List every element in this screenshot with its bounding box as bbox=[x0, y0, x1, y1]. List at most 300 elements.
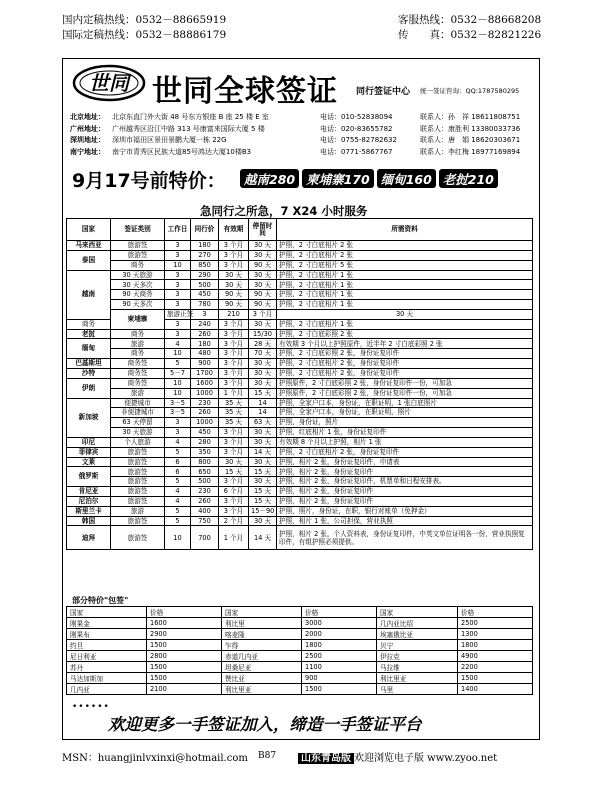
package-header-row bbox=[67, 607, 533, 618]
table-cell: 1 个月 bbox=[219, 388, 249, 398]
table-cell: 3 个月 bbox=[219, 447, 249, 457]
package-cell: 1600 bbox=[147, 618, 222, 629]
table-cell: 3 bbox=[165, 270, 191, 280]
table-cell: 3 个月 bbox=[219, 378, 249, 388]
table-cell: 护照，全家户口本，身份证，在职证明，照片 bbox=[277, 408, 533, 418]
branch-contact: 联系人：康胜利 13380033736 bbox=[420, 124, 521, 133]
column-header: 同行价 bbox=[191, 219, 219, 241]
brand-logo-icon bbox=[72, 64, 146, 102]
table-cell: 30 天 bbox=[249, 378, 277, 388]
fax-number: 传 真：0532－82821226 bbox=[398, 29, 542, 41]
table-cell: 63 天 bbox=[249, 418, 277, 428]
promo-title: 9月17号前特价： bbox=[72, 170, 226, 192]
table-cell: 3 个月 bbox=[219, 250, 249, 260]
package-cell: 利比里亚 bbox=[222, 684, 302, 695]
package-cell: 1800 bbox=[458, 640, 533, 651]
table-cell: 650 bbox=[191, 467, 219, 477]
table-cell: 3 bbox=[191, 309, 219, 319]
package-row bbox=[67, 684, 533, 695]
table-cell: 30 天 bbox=[219, 270, 249, 280]
table-cell: 290 bbox=[191, 270, 219, 280]
package-cell: 苏丹 bbox=[67, 662, 147, 673]
package-cell: 几内亚比绍 bbox=[377, 618, 458, 629]
table-cell: 6 bbox=[165, 467, 191, 477]
table-cell: 10 bbox=[165, 349, 191, 359]
table-cell: 有效期 3 个月以上护照原件，近半年 2 寸白底彩照 2 张 bbox=[277, 339, 533, 349]
table-cell: 800 bbox=[191, 457, 219, 467]
branch-contact: 联系人：李红梅 18977169894 bbox=[420, 147, 521, 156]
table-cell: 护照，2 寸白底相片 1 张 bbox=[277, 319, 533, 329]
package-cell: 尼日利亚 bbox=[67, 651, 147, 662]
table-cell: 90 天 bbox=[219, 300, 249, 310]
table-cell: 1000 bbox=[191, 388, 219, 398]
table-cell: 14 天 bbox=[249, 526, 277, 550]
table-cell: 400 bbox=[191, 506, 219, 516]
table-cell: 3 bbox=[165, 300, 191, 310]
table-row bbox=[67, 388, 533, 398]
table-cell: 30 天 bbox=[249, 359, 277, 369]
country-cell: 文莱 bbox=[67, 457, 111, 467]
table-cell: 4 bbox=[165, 496, 191, 506]
package-cell: 2500 bbox=[458, 618, 533, 629]
package-header: 价格 bbox=[302, 607, 377, 618]
table-cell: 90 天 bbox=[219, 290, 249, 300]
table-cell: 30 天 bbox=[249, 319, 277, 329]
package-cell: 900 bbox=[302, 673, 377, 684]
package-cell: 1500 bbox=[302, 684, 377, 695]
table-cell: 护照，相片 2 张，身份证复印件 bbox=[277, 467, 533, 477]
table-cell: 护照，照片，身份证，在职，银行对账单（免押金） bbox=[277, 506, 533, 516]
table-cell: 260 bbox=[191, 329, 219, 339]
table-cell: 护照，相片 2 张，身份证复印件 bbox=[277, 496, 533, 506]
table-cell: 有效期 8 个月以上护照，相片 1 张 bbox=[277, 437, 533, 447]
table-cell: 3 个月 bbox=[219, 349, 249, 359]
table-cell: 3 个月 bbox=[219, 437, 249, 447]
table-cell: 护照，2 寸白底彩照 2 张，身份证复印件 bbox=[277, 349, 533, 359]
footer-tail: 欢迎浏览电子版 www.zyoo.net bbox=[354, 753, 498, 764]
package-cell: 马达加斯加 bbox=[67, 673, 147, 684]
table-cell: 2 个月 bbox=[219, 516, 249, 526]
table-row bbox=[67, 368, 533, 378]
table-cell: 500 bbox=[191, 280, 219, 290]
table-cell: 3 bbox=[165, 280, 191, 290]
table-cell: 15 天 bbox=[249, 496, 277, 506]
table-cell: 旅游 bbox=[111, 388, 165, 398]
branch-tel: 电话：0755-82782632 bbox=[320, 136, 397, 144]
table-header-row bbox=[67, 219, 533, 241]
table-cell: 4 bbox=[165, 339, 191, 349]
table-cell: 3－5 bbox=[165, 398, 191, 408]
table-cell: 230 bbox=[191, 487, 219, 497]
column-header: 所需资料 bbox=[277, 219, 533, 241]
promo-badge: 越南280 bbox=[240, 169, 299, 188]
table-cell: 护照，2 寸白底相片 1 张 bbox=[277, 300, 533, 310]
package-cell: 1500 bbox=[147, 673, 222, 684]
table-row bbox=[67, 329, 533, 339]
branch-label: 深圳地址： bbox=[70, 136, 105, 144]
branch-row bbox=[70, 147, 532, 159]
table-cell: 180 bbox=[191, 241, 219, 251]
table-cell: 护照，相片 2 张，个人资料表，身份证复印件，中英文单位证明各一份，营业执照复印件，有组护照必须提供。 bbox=[277, 526, 533, 550]
footer-msn: MSN：huangjinlvxinxi@hotmail.com bbox=[62, 753, 248, 764]
table-cell: 3－5 bbox=[165, 408, 191, 418]
package-cell: 3000 bbox=[302, 618, 377, 629]
promo-badges bbox=[240, 169, 536, 188]
country-cell: 柬埔寨 bbox=[111, 309, 165, 329]
package-cell: 贝宁 bbox=[377, 640, 458, 651]
table-cell: 3 bbox=[165, 290, 191, 300]
package-price-table bbox=[66, 606, 533, 695]
table-row bbox=[67, 457, 533, 467]
table-row bbox=[67, 418, 533, 428]
package-cell: 1300 bbox=[458, 629, 533, 640]
slogan: 欢迎更多一手签证加入，缔造一手签证平台 bbox=[108, 715, 422, 734]
table-cell: 780 bbox=[191, 300, 219, 310]
country-cell: 新加坡 bbox=[67, 398, 111, 437]
service-subtitle: 急同行之所急，7 X24 小时服务 bbox=[200, 204, 368, 218]
table-row bbox=[67, 339, 533, 349]
visa-price-table bbox=[66, 218, 533, 550]
package-cell: 伊拉克 bbox=[377, 651, 458, 662]
table-cell: 30 天 bbox=[219, 280, 249, 290]
table-cell: 3 bbox=[165, 418, 191, 428]
table-cell: 护照，2 寸白底相片 2 张 bbox=[277, 241, 533, 251]
table-cell: 15 天 bbox=[219, 467, 249, 477]
table-cell: 商务签 bbox=[111, 359, 165, 369]
table-cell: 90 天 bbox=[249, 300, 277, 310]
table-cell: 护照，2 寸白底相片 2 张 bbox=[277, 250, 533, 260]
logo-text: 世同 bbox=[89, 71, 129, 95]
package-cell: 2200 bbox=[458, 662, 533, 673]
table-cell: 10 bbox=[165, 388, 191, 398]
table-cell: 3 个月 bbox=[219, 329, 249, 339]
package-cell: 喀麦隆 bbox=[222, 629, 302, 640]
table-cell: 1 个月 bbox=[219, 526, 249, 550]
country-cell: 斯里兰卡 bbox=[67, 506, 111, 516]
table-cell: 230 bbox=[191, 398, 219, 408]
table-row bbox=[67, 496, 533, 506]
package-cell: 约旦 bbox=[67, 640, 147, 651]
table-cell: 3 个月 bbox=[219, 477, 249, 487]
table-cell: 个人旅游 bbox=[111, 437, 165, 447]
table-cell: 750 bbox=[191, 516, 219, 526]
branch-contact: 联系人：唐 娟 18620303671 bbox=[420, 136, 521, 144]
table-cell: 30 天 bbox=[249, 270, 277, 280]
promo-badge: 老挝210 bbox=[439, 169, 498, 188]
table-cell: 护照，2 寸白底相片 2 张，身份证复印件 bbox=[277, 447, 533, 457]
package-cell: 埃塞俄比亚 bbox=[377, 629, 458, 640]
table-cell: 3 个月 bbox=[219, 339, 249, 349]
table-row bbox=[67, 241, 533, 251]
table-cell: 旅游签 bbox=[111, 447, 165, 457]
table-cell: 旅游签 bbox=[111, 250, 165, 260]
table-row bbox=[67, 447, 533, 457]
table-cell: 30 天 bbox=[219, 457, 249, 467]
table-cell: 900 bbox=[191, 359, 219, 369]
table-cell: 500 bbox=[191, 477, 219, 487]
table-cell: 商务签 bbox=[111, 368, 165, 378]
country-cell: 肯尼亚 bbox=[67, 487, 111, 497]
table-cell: 商务 bbox=[111, 329, 165, 339]
table-cell: 护照，2 寸白底相片 1 张 bbox=[277, 280, 533, 290]
table-cell: 180 bbox=[191, 339, 219, 349]
table-row bbox=[67, 309, 533, 319]
table-cell: 15 天 bbox=[249, 388, 277, 398]
table-cell: 260 bbox=[191, 408, 219, 418]
country-cell: 菲律宾 bbox=[67, 447, 111, 457]
table-cell: 850 bbox=[191, 260, 219, 270]
country-cell: 迪拜 bbox=[67, 526, 111, 550]
country-cell: 越南 bbox=[67, 270, 111, 319]
table-row bbox=[67, 280, 533, 290]
package-cell: 马拉维 bbox=[377, 662, 458, 673]
package-row bbox=[67, 618, 533, 629]
table-cell: 3 bbox=[165, 319, 191, 329]
table-cell: 30 天 bbox=[249, 457, 277, 467]
table-cell: 5 bbox=[165, 359, 191, 369]
table-cell: 旅游签 bbox=[111, 526, 165, 550]
package-cell: 赞比亚 bbox=[222, 673, 302, 684]
package-row bbox=[67, 673, 533, 684]
package-cell: 坦桑尼亚 bbox=[222, 662, 302, 673]
column-header: 签证类别 bbox=[111, 219, 165, 241]
table-cell: 护照原件，2 寸白底彩照 2 张，身份证复印件一份，可加急 bbox=[277, 378, 533, 388]
table-cell: 14 天 bbox=[249, 447, 277, 457]
table-cell: 旅游签 bbox=[111, 457, 165, 467]
table-cell: 90 天商务 bbox=[111, 290, 165, 300]
country-cell: 伊朗 bbox=[67, 378, 111, 398]
table-cell: 护照，2 寸白底彩照 2 张 bbox=[277, 329, 533, 339]
promo-badge: 缅甸160 bbox=[377, 169, 436, 188]
package-cell: 马里 bbox=[377, 684, 458, 695]
package-cell: 4900 bbox=[458, 651, 533, 662]
package-cell: 1800 bbox=[302, 640, 377, 651]
table-cell: 30 天 bbox=[249, 241, 277, 251]
table-cell: 3 个月 bbox=[249, 309, 277, 319]
table-cell: 1700 bbox=[191, 368, 219, 378]
table-cell: 30 天多次 bbox=[111, 280, 165, 290]
branch-address: 南宁市青秀区民族大道85号鸿达大厦10楼B3 bbox=[112, 147, 252, 156]
column-header: 停留时间 bbox=[249, 219, 277, 241]
table-row bbox=[67, 487, 533, 497]
country-cell: 缅甸 bbox=[67, 339, 111, 359]
package-cell: 刚果布 bbox=[67, 629, 147, 640]
table-cell: 28 天 bbox=[249, 339, 277, 349]
country-cell: 泰国 bbox=[67, 250, 111, 270]
package-cell: 1100 bbox=[302, 662, 377, 673]
table-cell: 护照，2 寸白底相片 1 张 bbox=[277, 290, 533, 300]
branch-label: 广州地址： bbox=[70, 124, 105, 133]
table-row bbox=[67, 290, 533, 300]
branch-tel: 电话：010-52838094 bbox=[320, 113, 393, 121]
table-cell: 3 bbox=[165, 329, 191, 339]
country-cell: 马来西亚 bbox=[67, 241, 111, 251]
table-cell: 90 天 bbox=[249, 290, 277, 300]
table-cell: 旅游签 bbox=[111, 516, 165, 526]
table-cell: 240 bbox=[191, 319, 219, 329]
country-cell: 印尼 bbox=[67, 437, 111, 447]
table-cell: 3 个月 bbox=[219, 496, 249, 506]
table-row bbox=[67, 270, 533, 280]
table-cell: 30 天 bbox=[249, 280, 277, 290]
table-cell: 护照，2 寸白底相片 2 张，身份证复印件 bbox=[277, 368, 533, 378]
package-header: 国家 bbox=[377, 607, 458, 618]
table-cell: 350 bbox=[191, 447, 219, 457]
table-cell: 6 bbox=[165, 457, 191, 467]
table-cell: 旅游签 bbox=[111, 477, 165, 487]
table-cell: 260 bbox=[191, 496, 219, 506]
table-cell: 护照，2 寸白底相片 1 张 bbox=[277, 270, 533, 280]
table-cell: 护照原件，2 寸白底彩照 2 张，身份证复印件一份，可加急 bbox=[277, 388, 533, 398]
column-header: 有效期 bbox=[219, 219, 249, 241]
package-title: 部分特价"包签" bbox=[72, 596, 129, 605]
branch-address: 北京东直门外大街 48 号东方银座 B 座 25 楼 E 室 bbox=[112, 113, 269, 121]
table-cell: 450 bbox=[191, 428, 219, 438]
package-cell: 2900 bbox=[147, 629, 222, 640]
table-cell: 旅游签 bbox=[111, 487, 165, 497]
table-cell: 3 个月 bbox=[219, 319, 249, 329]
package-row bbox=[67, 629, 533, 640]
table-cell: 5 bbox=[165, 447, 191, 457]
table-cell: 3 个月 bbox=[219, 241, 249, 251]
table-cell: 5 bbox=[165, 506, 191, 516]
table-cell: 4 bbox=[165, 437, 191, 447]
country-cell: 老挝 bbox=[67, 329, 111, 339]
table-cell: 30 天 bbox=[277, 309, 533, 319]
table-cell: 30 天 bbox=[249, 250, 277, 260]
country-cell: 尼泊尔 bbox=[67, 496, 111, 506]
table-row bbox=[67, 349, 533, 359]
table-cell: 5－7 bbox=[165, 368, 191, 378]
column-header: 国家 bbox=[67, 219, 111, 241]
table-cell: 商务签 bbox=[111, 378, 165, 388]
country-cell: 巴基斯坦 bbox=[67, 359, 111, 369]
branch-label: 北京地址： bbox=[70, 113, 105, 121]
table-cell: 护照，相片 2 张，身份证复印件，机票单和日程安排表。 bbox=[277, 477, 533, 487]
table-cell: 90 天 bbox=[249, 260, 277, 270]
country-cell: 沙特 bbox=[67, 368, 111, 378]
country-cell: 俄罗斯 bbox=[67, 467, 111, 487]
table-cell: 30 天 bbox=[249, 477, 277, 487]
table-cell: 商务 bbox=[67, 319, 111, 329]
service-hotline: 客服热线：0532－88668208 bbox=[398, 14, 542, 26]
table-cell: 3 个月 bbox=[219, 260, 249, 270]
table-cell: 4 bbox=[165, 487, 191, 497]
table-cell: 210 bbox=[219, 309, 249, 319]
table-cell: 35 天 bbox=[219, 408, 249, 418]
table-cell: 14 bbox=[249, 408, 277, 418]
table-cell: 护照，相片 2 张，身份证复印件，申请表 bbox=[277, 457, 533, 467]
table-cell: 5 bbox=[165, 516, 191, 526]
table-cell: 280 bbox=[191, 437, 219, 447]
package-row bbox=[67, 640, 533, 651]
branch-tel: 电话：020-83655782 bbox=[320, 124, 393, 133]
table-cell: 35 天 bbox=[219, 398, 249, 408]
table-cell: 护照，2 寸白底相片 2 张，身份证复印件 bbox=[277, 359, 533, 369]
branch-address: 广州越秀区沿江中路 313 号康富来国际大厦 5 楼 bbox=[112, 124, 265, 133]
table-cell: 450 bbox=[191, 290, 219, 300]
table-cell: 护照，红底相片 1 张，身份证复印件 bbox=[277, 428, 533, 438]
package-header: 价格 bbox=[458, 607, 533, 618]
branch-row bbox=[70, 112, 532, 124]
table-row bbox=[67, 408, 533, 418]
table-cell: 旅游签 bbox=[111, 241, 165, 251]
domestic-hotline: 国内定稿热线：0532－88665919 bbox=[62, 14, 227, 26]
branch-row bbox=[70, 124, 532, 136]
table-cell: 10 bbox=[165, 526, 191, 550]
table-cell: 15－90 bbox=[249, 506, 277, 516]
table-cell: 30 天 bbox=[249, 516, 277, 526]
international-hotline: 国际定稿热线：0532－88886179 bbox=[62, 29, 227, 41]
table-cell: 70 天 bbox=[249, 349, 277, 359]
package-row bbox=[67, 651, 533, 662]
table-cell: 30 天 bbox=[249, 428, 277, 438]
table-cell: 1000 bbox=[191, 418, 219, 428]
table-cell: 护照，相片 1 张，公司担保，营业执照 bbox=[277, 516, 533, 526]
package-header: 价格 bbox=[147, 607, 222, 618]
table-cell: 非便捷城市 bbox=[111, 408, 165, 418]
table-row bbox=[67, 437, 533, 447]
package-cell: 刚果金 bbox=[67, 618, 147, 629]
table-row bbox=[67, 398, 533, 408]
package-header: 国家 bbox=[67, 607, 147, 618]
table-cell: 旅游 bbox=[111, 339, 165, 349]
table-cell: 3 bbox=[165, 250, 191, 260]
table-row bbox=[67, 428, 533, 438]
table-cell: 3 个月 bbox=[219, 428, 249, 438]
table-row bbox=[67, 516, 533, 526]
table-cell: 480 bbox=[191, 349, 219, 359]
table-row bbox=[67, 250, 533, 260]
promo-badge: 柬埔寨170 bbox=[302, 169, 374, 188]
package-cell: 赤道几内亚 bbox=[222, 651, 302, 662]
package-cell: 1400 bbox=[458, 684, 533, 695]
table-cell: 6 个月 bbox=[219, 487, 249, 497]
table-cell: 30 天旅游 bbox=[111, 428, 165, 438]
table-cell: 便捷城市 bbox=[111, 398, 165, 408]
table-cell: 10 bbox=[165, 260, 191, 270]
package-cell: 利比里 bbox=[222, 618, 302, 629]
table-cell: 旅游正签 bbox=[165, 309, 191, 319]
table-row bbox=[67, 359, 533, 369]
footer-edition bbox=[298, 749, 497, 764]
package-header: 国家 bbox=[222, 607, 302, 618]
table-row bbox=[67, 477, 533, 487]
table-cell: 3 个月 bbox=[219, 506, 249, 516]
package-cell: 1500 bbox=[147, 640, 222, 651]
table-cell: 30 天 bbox=[249, 437, 277, 447]
table-cell: 63 天停留 bbox=[111, 418, 165, 428]
table-cell: 270 bbox=[191, 250, 219, 260]
table-cell: 护照，相片 2 张，身份证复印件 bbox=[277, 487, 533, 497]
table-cell: 旅游签 bbox=[111, 496, 165, 506]
branch-list bbox=[70, 112, 532, 158]
table-cell: 3 个月 bbox=[219, 359, 249, 369]
package-cell: 几内亚 bbox=[67, 684, 147, 695]
brand-center: 同行签证中心 bbox=[356, 87, 411, 97]
package-cell: 1500 bbox=[458, 673, 533, 684]
brand-name: 世同全球签证 bbox=[152, 74, 338, 109]
table-cell: 1600 bbox=[191, 378, 219, 388]
table-row bbox=[67, 300, 533, 310]
table-cell: 3 bbox=[165, 428, 191, 438]
table-cell: 10 bbox=[165, 378, 191, 388]
table-cell: 15 天 bbox=[249, 487, 277, 497]
branch-tel: 电话：0771-5867767 bbox=[320, 147, 393, 156]
package-cell: 2500 bbox=[302, 651, 377, 662]
table-cell: 90 天多次 bbox=[111, 300, 165, 310]
package-cell: 乍得 bbox=[222, 640, 302, 651]
